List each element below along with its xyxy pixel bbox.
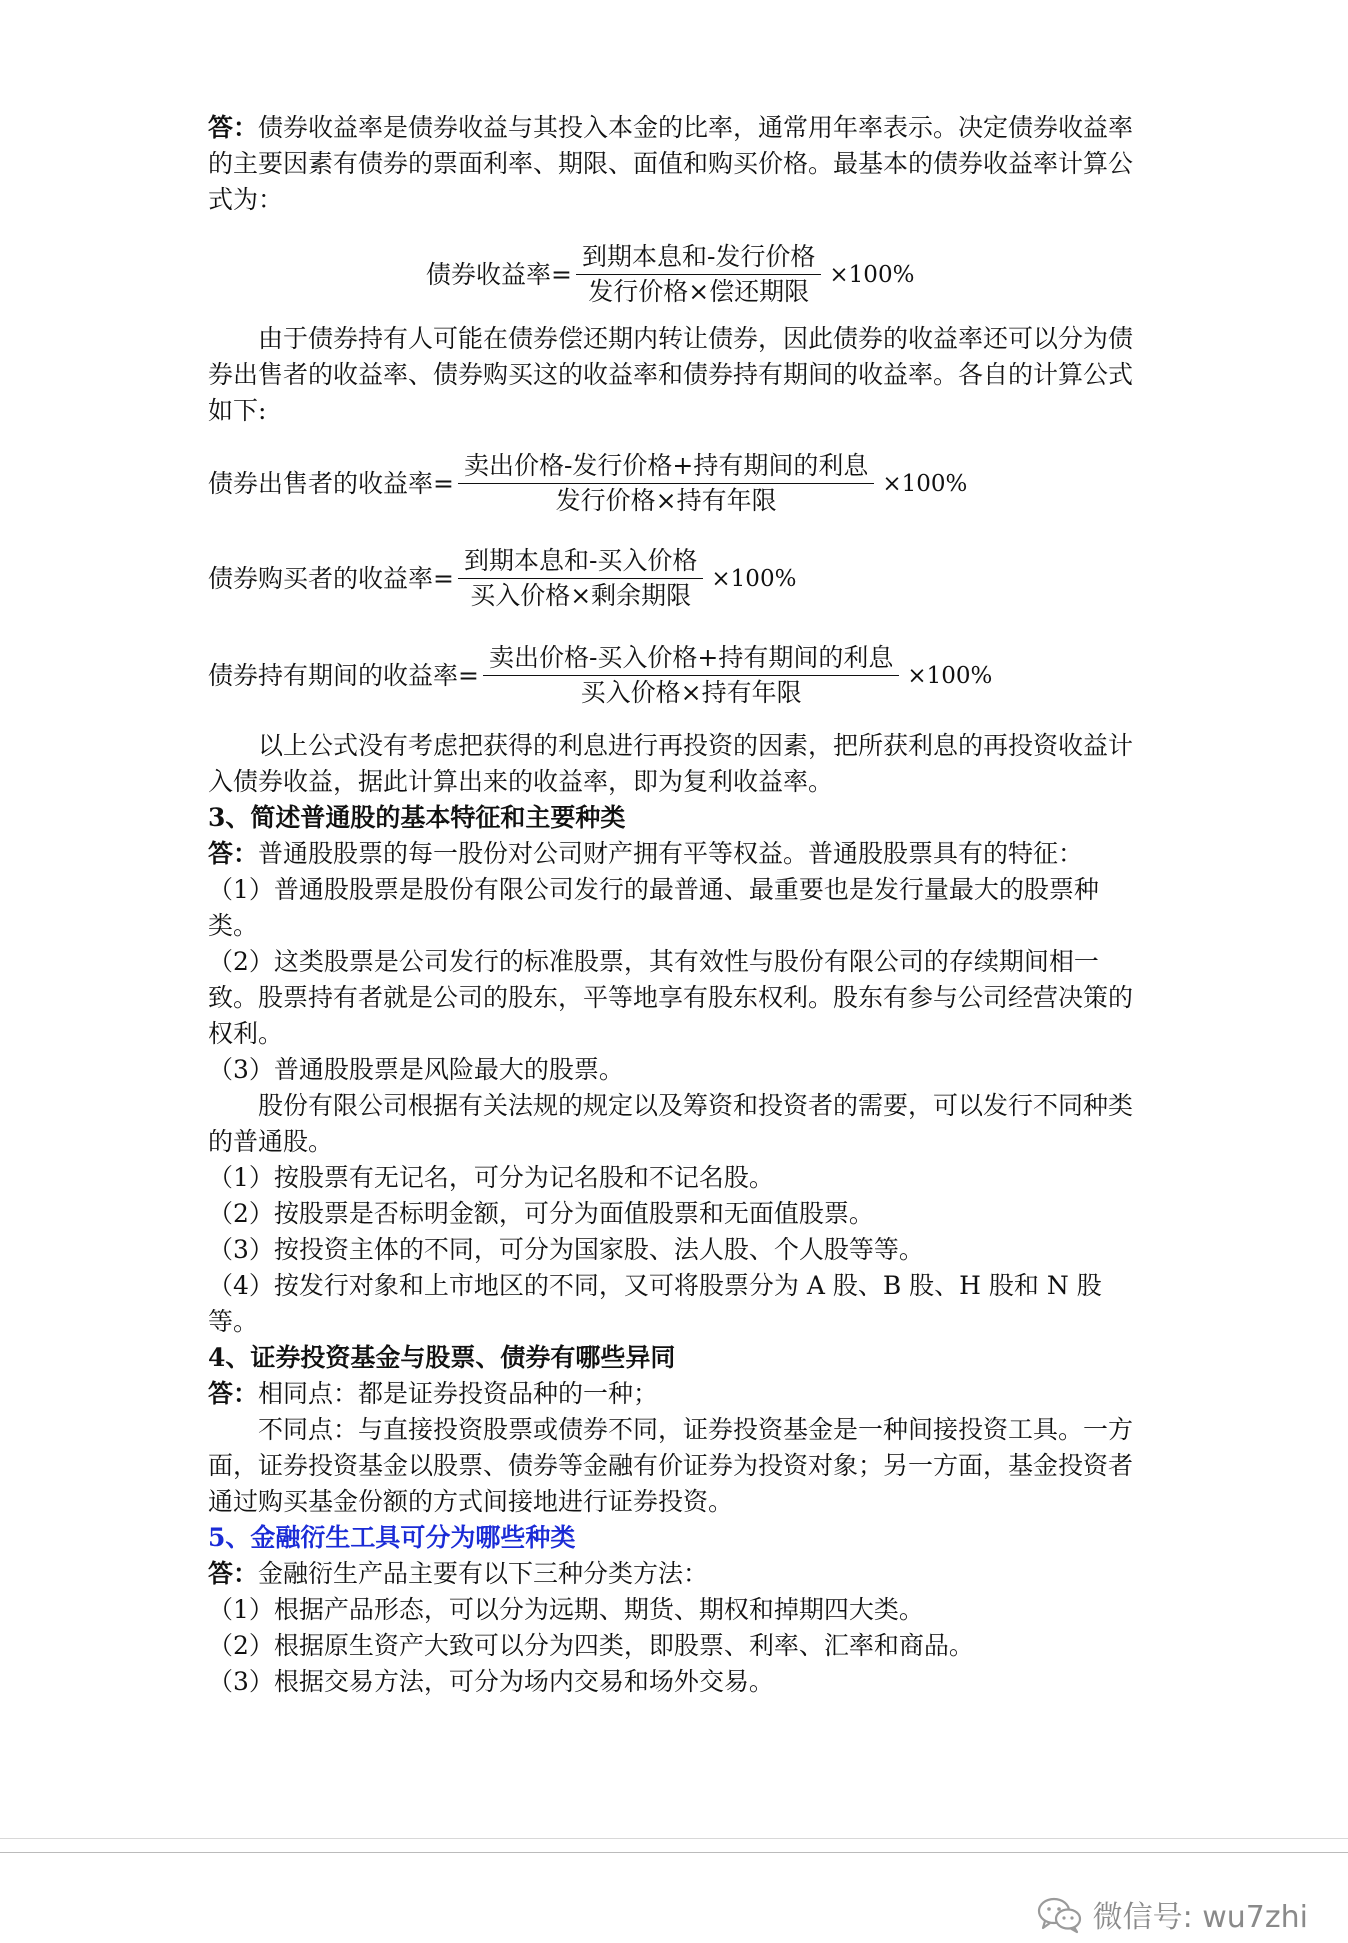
paragraph-differences: 不同点：与直接投资股票或债券不同，证券投资基金是一种间接投资工具。一方面，证券投资基金以股票、债券等金融有价证券为投资对象；另一方面，基金投资者通过购买基金份额的方式间接地进行证券投资。 bbox=[208, 1415, 1134, 1516]
answer-label: 答： bbox=[208, 1559, 259, 1588]
formula-fraction bbox=[458, 544, 703, 613]
formula-fraction bbox=[483, 641, 899, 710]
list-item: （1）根据产品形态，可以分为远期、期货、期权和掉期四大类。 bbox=[208, 1595, 924, 1624]
list-item: （1）普通股股票是股份有限公司发行的最普通、最重要也是发行量最大的股票种类。 bbox=[208, 875, 1099, 940]
formula-lhs: 债券出售者的收益率= bbox=[208, 468, 454, 498]
wechat-icon bbox=[1035, 1894, 1085, 1934]
formula-denominator: 发行价格×偿还期限 bbox=[588, 277, 810, 306]
formula-seller-yield bbox=[208, 449, 1148, 518]
answer-label: 答： bbox=[208, 113, 259, 142]
formula-multiplier: ×100% bbox=[907, 662, 993, 689]
watermark-text: 微信号: wu7zhi bbox=[1092, 1900, 1308, 1935]
formula-multiplier: ×100% bbox=[882, 470, 968, 497]
formula-numerator: 到期本息和-买入价格 bbox=[458, 544, 703, 579]
list-item: （3）普通股股票是风险最大的股票。 bbox=[208, 1055, 624, 1084]
question-heading-3: 3、简述普通股的基本特征和主要种类 bbox=[208, 803, 626, 832]
answer-text: 金融衍生产品主要有以下三种分类方法： bbox=[258, 1559, 709, 1588]
formula-multiplier: ×100% bbox=[829, 261, 915, 288]
list-item: （1）按股票有无记名，可分为记名股和不记名股。 bbox=[208, 1163, 774, 1192]
answer-label: 答： bbox=[208, 1379, 259, 1408]
paragraph-stock-types: 股份有限公司根据有关法规的规定以及筹资和投资者的需要，可以发行不同种类的普通股。 bbox=[208, 1091, 1134, 1156]
document-body bbox=[208, 110, 1148, 1700]
formula-denominator: 发行价格×持有年限 bbox=[555, 486, 777, 515]
answer-paragraph bbox=[208, 1556, 1148, 1592]
answer-text: 相同点：都是证券投资品种的一种； bbox=[258, 1379, 659, 1408]
formula-holding-yield bbox=[208, 641, 1148, 710]
formula-denominator: 买入价格×剩余期限 bbox=[470, 581, 692, 610]
formula-lhs: 债券持有期间的收益率= bbox=[208, 660, 479, 690]
wechat-watermark bbox=[1035, 1892, 1308, 1936]
list-item: （2）这类股票是公司发行的标准股票，其有效性与股份有限公司的存续期间相一致。股票持有者就是公司的股东，平等地享有股东权利。股东有参与公司经营决策的权利。 bbox=[208, 947, 1134, 1048]
formula-lhs: 债券收益率= bbox=[426, 259, 572, 289]
list-item: （2）根据原生资产大致可以分为四类，即股票、利率、汇率和商品。 bbox=[208, 1631, 974, 1660]
answer-paragraph bbox=[208, 836, 1148, 872]
answer-paragraph bbox=[208, 110, 1148, 218]
formula-numerator: 卖出价格-发行价格+持有期间的利息 bbox=[458, 449, 874, 484]
formula-fraction bbox=[576, 240, 821, 309]
paragraph-transfer: 由于债券持有人可能在债券偿还期内转让债券，因此债券的收益率还可以分为债券出售者的收益率、债券购买这的收益率和债券持有期间的收益率。各自的计算公式如下: bbox=[208, 324, 1134, 425]
question-heading-5: 5、金融衍生工具可分为哪些种类 bbox=[208, 1523, 576, 1552]
formula-numerator: 到期本息和-发行价格 bbox=[576, 240, 821, 275]
list-item: （3）按投资主体的不同，可分为国家股、法人股、个人股等等。 bbox=[208, 1235, 924, 1264]
formula-numerator: 卖出价格-买入价格+持有期间的利息 bbox=[483, 641, 899, 676]
paragraph-compound-yield: 以上公式没有考虑把获得的利息进行再投资的因素，把所获利息的再投资收益计入债券收益，据此计算出来的收益率，即为复利收益率。 bbox=[208, 731, 1134, 796]
list-item: （3）根据交易方法，可分为场内交易和场外交易。 bbox=[208, 1667, 774, 1696]
list-item: （2）按股票是否标明金额，可分为面值股票和无面值股票。 bbox=[208, 1199, 874, 1228]
formula-buyer-yield bbox=[208, 544, 1148, 613]
formula-denominator: 买入价格×持有年限 bbox=[580, 678, 802, 707]
answer-text: 债券收益率是债券收益与其投入本金的比率，通常用年率表示。决定债券收益率的主要因素有债券的票面利率、期限、面值和购买价格。最基本的债券收益率计算公式为： bbox=[208, 113, 1134, 214]
answer-label: 答： bbox=[208, 839, 259, 868]
footer-divider bbox=[0, 1838, 1348, 1839]
formula-lhs: 债券购买者的收益率= bbox=[208, 563, 454, 593]
formula-bond-yield bbox=[426, 240, 1148, 309]
answer-text: 普通股股票的每一股份对公司财产拥有平等权益。普通股股票具有的特征： bbox=[258, 839, 1084, 868]
formula-fraction bbox=[458, 449, 874, 518]
formula-multiplier: ×100% bbox=[711, 565, 797, 592]
question-heading-4: 4、证券投资基金与股票、债券有哪些异同 bbox=[208, 1343, 676, 1372]
footer-divider bbox=[0, 1852, 1348, 1853]
list-item: （4）按发行对象和上市地区的不同，又可将股票分为 A 股、B 股、H 股和 N 股等。 bbox=[208, 1271, 1102, 1336]
answer-paragraph bbox=[208, 1376, 1148, 1412]
